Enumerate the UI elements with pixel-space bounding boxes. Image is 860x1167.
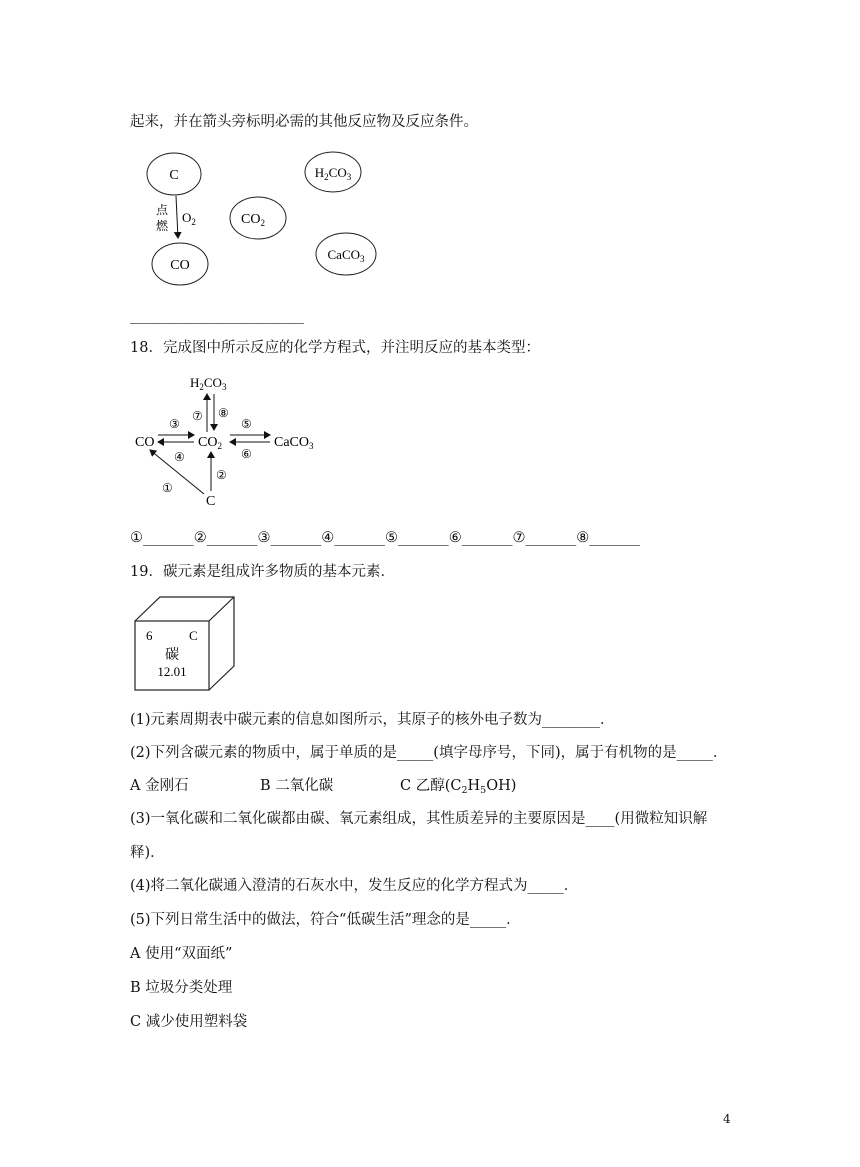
- label-c: C: [169, 168, 179, 183]
- q19-p3-line2: 释)．: [130, 845, 165, 861]
- num-6: ⑥: [241, 447, 252, 461]
- answer-line: ________________________: [130, 308, 304, 324]
- q19-p3-line1: (3)一氧化碳和二氧化碳都由碳、氧元素组成，其性质差异的主要原因是____(用微粒知识解: [130, 811, 708, 827]
- page-number: 4: [723, 1112, 731, 1126]
- num-4: ④: [174, 450, 185, 464]
- q19-option-a: A 金刚石: [130, 778, 189, 794]
- q19-text: 19．碳元素是组成许多物质的基本元素．: [130, 564, 395, 580]
- arrow-c-to-co: [176, 196, 178, 238]
- q18-h2co3: $H_2CO_3$: [190, 375, 227, 392]
- q19-option-b: B 二氧化碳: [260, 778, 334, 794]
- intro-line: 起来，并在箭头旁标明必需的其他反应物及反应条件。: [130, 114, 478, 130]
- num-8: ⑧: [218, 406, 229, 420]
- num-2: ②: [216, 468, 227, 482]
- label-h2co3: $H_2CO_3$: [314, 165, 352, 182]
- q19-p4: (4)将二氧化碳通入澄清的石灰水中，发生反应的化学方程式为_____．: [130, 878, 579, 894]
- q18-co2: $CO_2$: [198, 435, 222, 451]
- num-3: ③: [169, 417, 180, 431]
- label-co: CO: [170, 258, 190, 273]
- carbon-diagram-1: [140, 150, 380, 295]
- num-5: ⑤: [241, 417, 252, 431]
- q19-p2: (2)下列含碳元素的物质中，属于单质的是_____(填字母序号，下同)，属于有机物的是_____．: [130, 745, 728, 761]
- atomic-mass: 12.01: [157, 664, 187, 679]
- q19-option-c: C 乙醇$(C_2H_5OH)$: [400, 778, 517, 796]
- label-co2: $CO_2$: [241, 212, 265, 228]
- q18-co: CO: [135, 435, 155, 450]
- cond-ignite-2: 燃: [156, 219, 169, 233]
- num-1: ①: [162, 481, 173, 495]
- q19-p5: (5)下列日常生活中的做法，符合“低碳生活”理念的是_____．: [130, 912, 521, 928]
- element-symbol: C: [189, 628, 198, 643]
- cond-ignite-1: 点: [156, 203, 169, 217]
- q19-p5-option-a: A 使用“双面纸”: [130, 946, 233, 962]
- q19-p5-option-c: C 减少使用塑料袋: [130, 1014, 248, 1030]
- num-7: ⑦: [192, 409, 203, 423]
- atomic-number: 6: [146, 628, 153, 643]
- q18-c: C: [206, 494, 216, 509]
- q18-caco3: CaCO$_3$: [274, 435, 314, 451]
- label-caco3: CaCO$_3$: [327, 247, 365, 264]
- element-name: 碳: [165, 648, 179, 663]
- carbon-cycle-diagram: [130, 370, 340, 510]
- cond-o2: $O_2$: [182, 210, 196, 227]
- q18-blanks: ①_______②_______③_______④_______⑤_______⑥_______⑦_______⑧_______: [130, 530, 640, 546]
- q19-p1: (1)元素周期表中碳元素的信息如图所示，其原子的核外电子数为________．: [130, 712, 615, 728]
- element-cell-carbon: [134, 596, 238, 692]
- q19-p5-option-b: B 垃圾分类处理: [130, 980, 233, 996]
- q18-text: 18．完成图中所示反应的化学方程式，并注明反应的基本类型：: [130, 340, 540, 356]
